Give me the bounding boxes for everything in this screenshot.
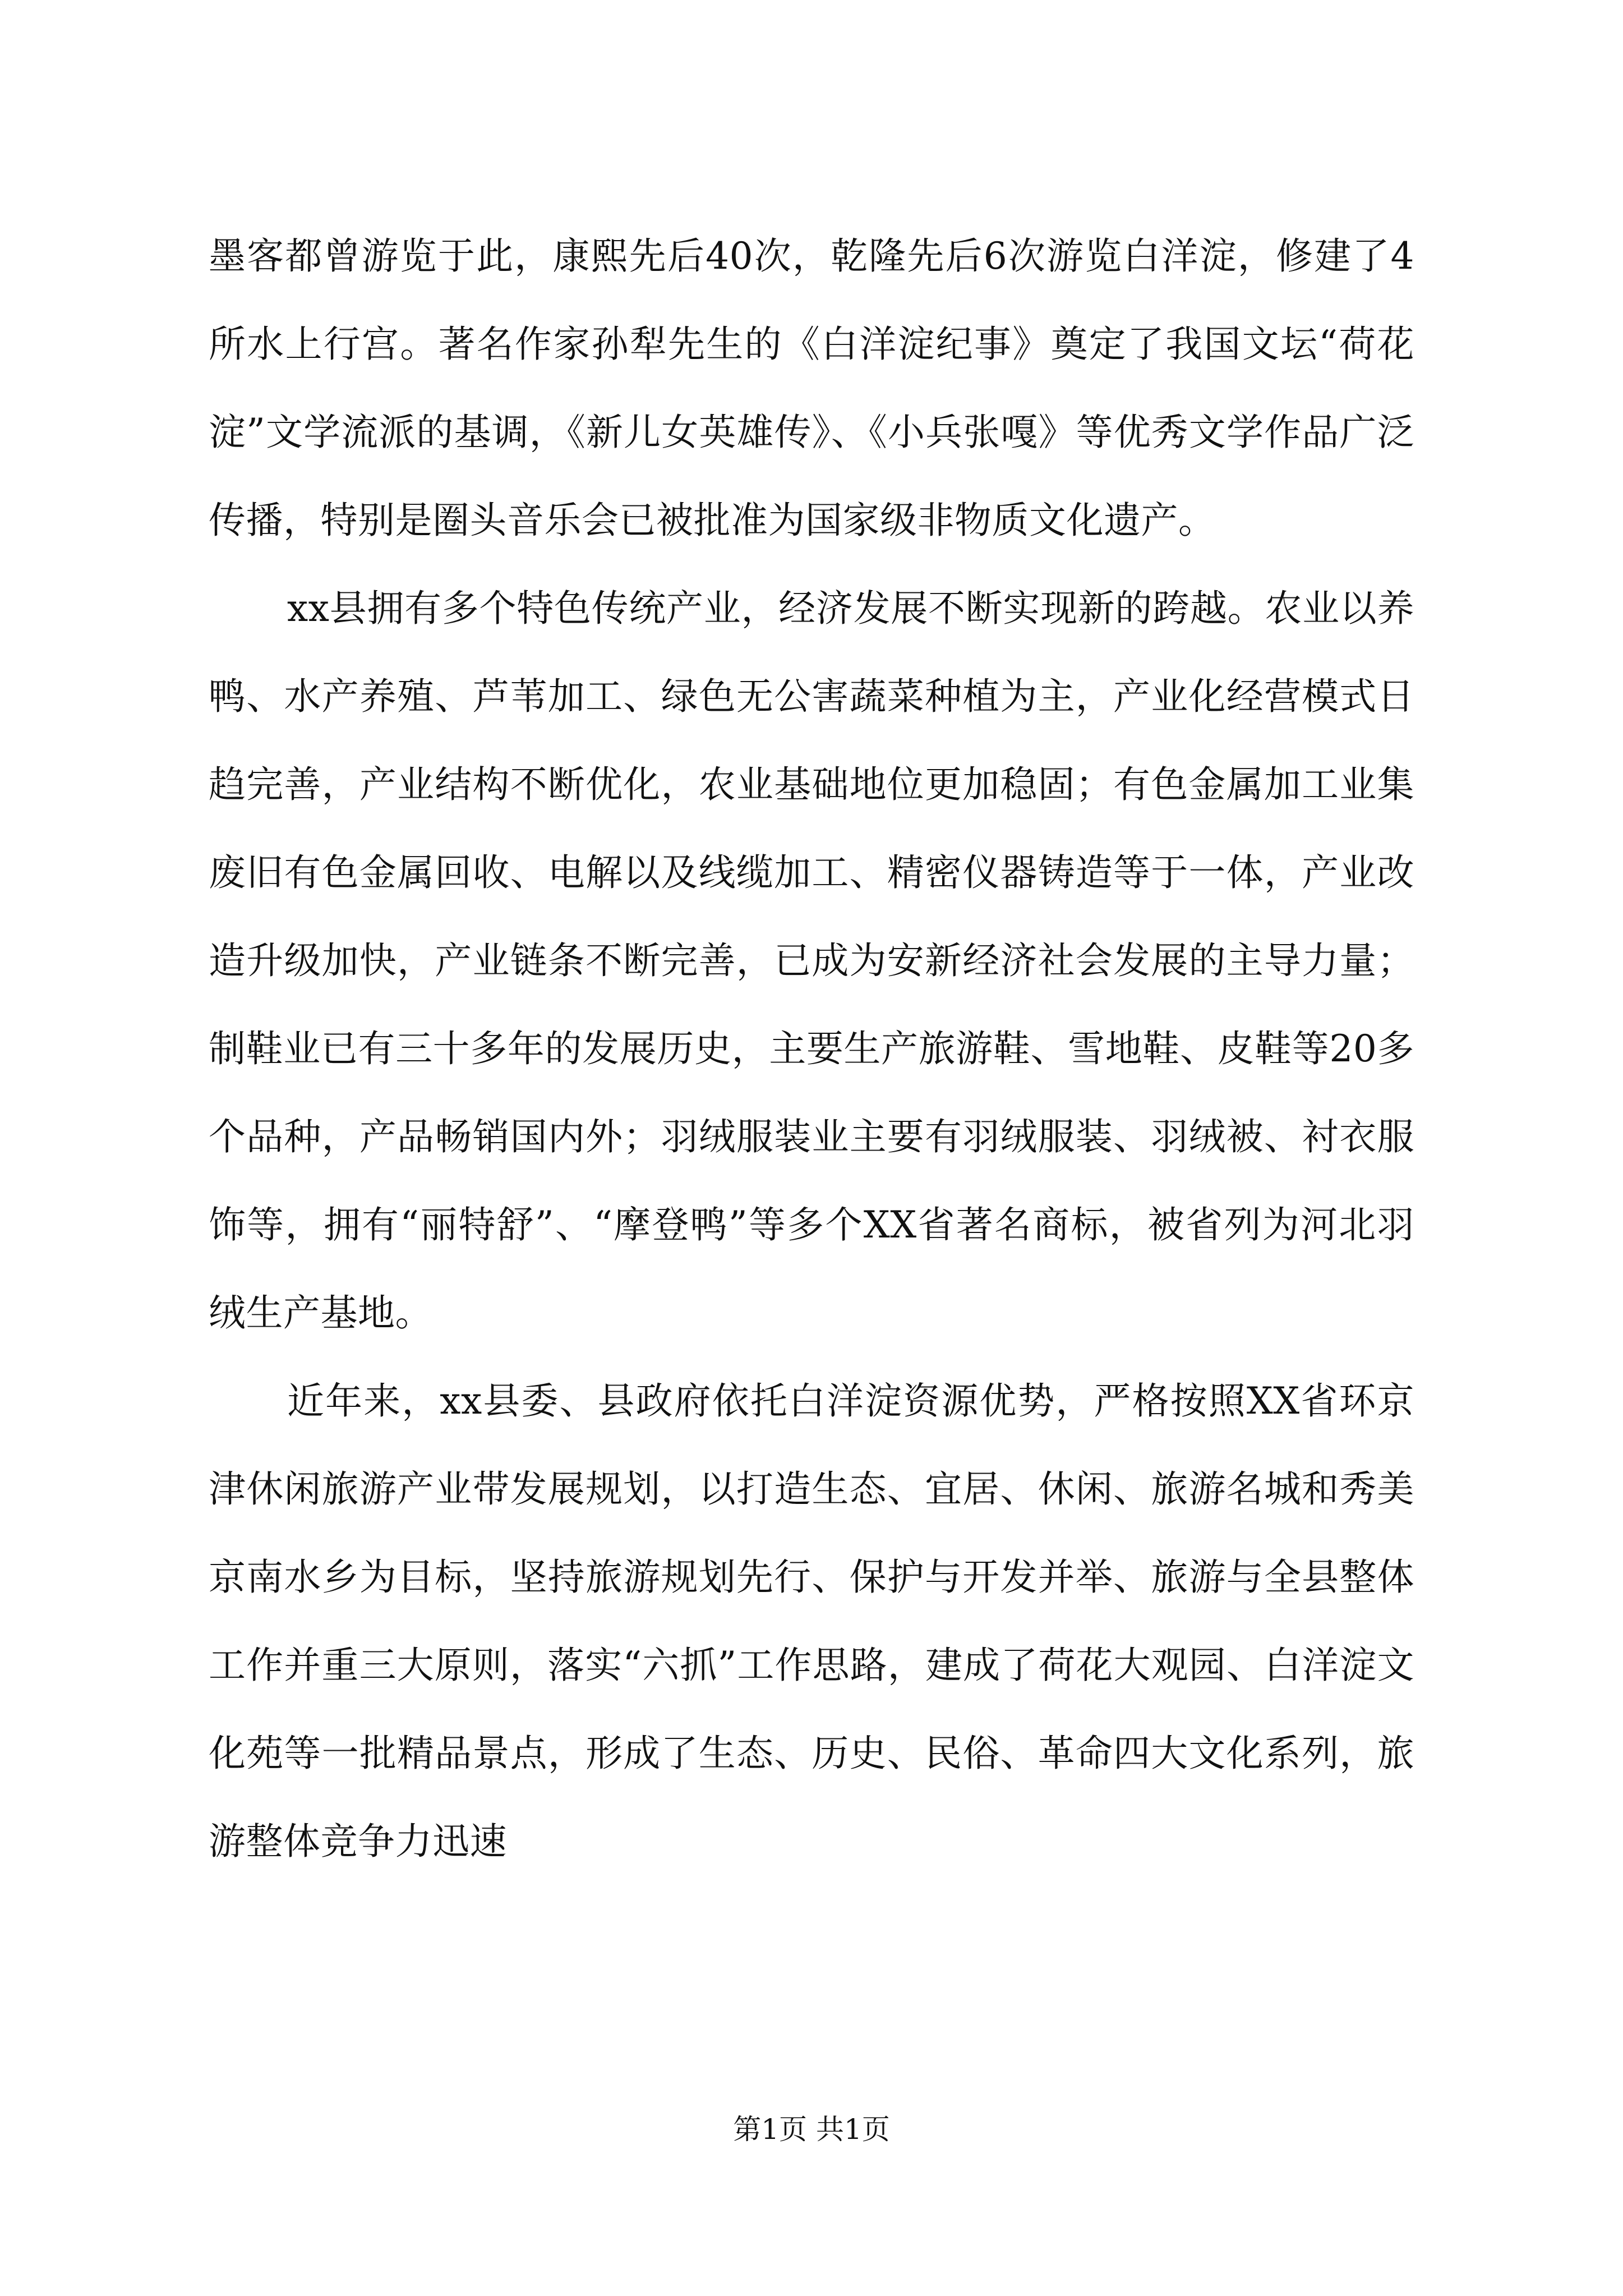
- paragraph-2: xx县拥有多个特色传统产业，经济发展不断实现新的跨越。农业以养鸭、水产养殖、芦苇加工、绿色无公害蔬菜种植为主，产业化经营模式日趋完善，产业结构不断优化，农业基础地位更加稳固；有色金属加工业集废旧有色金属回收、电解以及线缆加工、精密仪器铸造等于一体，产业改造升级加快，产业链条不断完善，已成为安新经济社会发展的主导力量；制鞋业已有三十多年的发展历史，主要生产旅游鞋、雪地鞋、皮鞋等20多个品种，产品畅销国内外；羽绒服装业主要有羽绒服装、羽绒被、衬衣服饰等，拥有“丽特舒”、“摩登鸭”等多个XX省著名商标，被省列为河北羽绒生产基地。: [209, 587, 1414, 1335]
- document-body: [209, 212, 1414, 1885]
- paragraph-3: 近年来，xx县委、县政府依托白洋淀资源优势，严格按照XX省环京津休闲旅游产业带发展规划，以打造生态、宜居、休闲、旅游名城和秀美京南水乡为目标，坚持旅游规划先行、保护与开发并举、旅游与全县整体工作并重三大原则，落实“六抓”工作思路，建成了荷花大观园、白洋淀文化苑等一批精品景点，形成了生态、历史、民俗、革命四大文化系列，旅游整体竞争力迅速: [209, 1379, 1414, 1863]
- paragraph-1: 墨客都曾游览于此，康熙先后40次，乾隆先后6次游览白洋淀，修建了4所水上行宫。著名作家孙犁先生的《白洋淀纪事》奠定了我国文坛“荷花淀”文学流派的基调，《新儿女英雄传》、《小兵张嘎》等优秀文学作品广泛传播，特别是圈头音乐会已被批准为国家级非物质文化遗产。: [209, 234, 1414, 542]
- page-footer: 第1页 共1页: [733, 2113, 890, 2146]
